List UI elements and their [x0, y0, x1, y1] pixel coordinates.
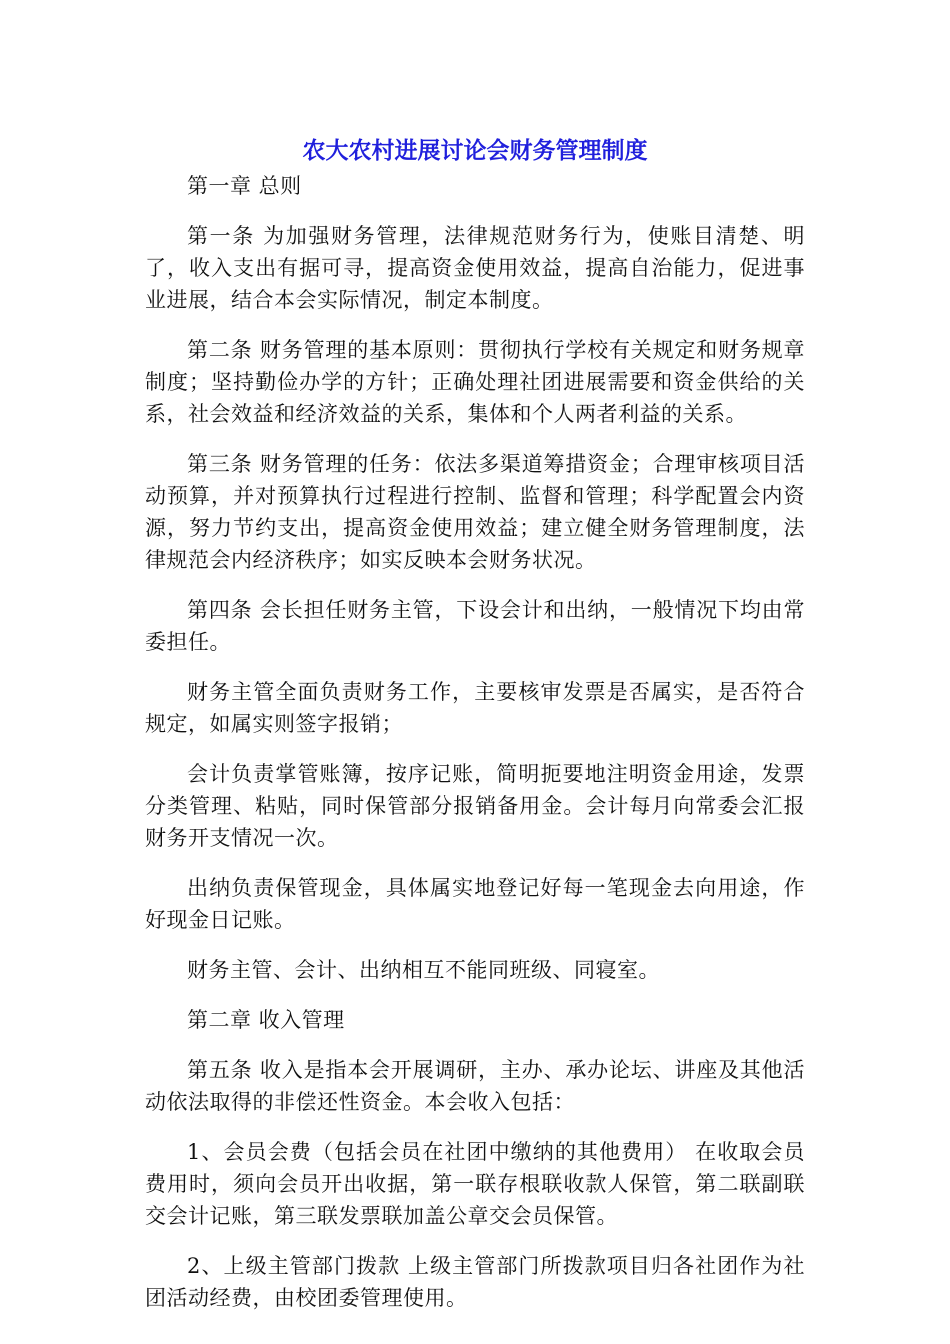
document-body [145, 170, 805, 1314]
body-paragraph: 财务主管、会计、出纳相互不能同班级、同寝室。 [187, 958, 660, 982]
chapter-heading: 第二章 收入管理 [187, 1008, 345, 1032]
article-paragraph: 第四条 会长担任财务主管，下设会计和出纳，一般情况下均由常委担任。 [145, 598, 805, 654]
article-paragraph: 第五条 收入是指本会开展调研，主办、承办论坛、讲座及其他活动依法取得的非偿还性资金。本会收入包括： [145, 1058, 805, 1114]
body-paragraph: 会计负责掌管账簿，按序记账，简明扼要地注明资金用途，发票分类管理、粘贴，同时保管部分报销备用金。会计每月向常委会汇报财务开支情况一次。 [145, 762, 805, 850]
article-paragraph: 第一条 为加强财务管理，法律规范财务行为，使账目清楚、明了，收入支出有据可寻，提高资金使用效益，提高自治能力，促进事业进展，结合本会实际情况，制定本制度。 [145, 224, 805, 312]
chapter-heading: 第一章 总则 [187, 174, 302, 198]
document-title: 农大农村进展讨论会财务管理制度 [302, 138, 648, 164]
article-paragraph: 第三条 财务管理的任务：依法多渠道筹措资金；合理审核项目活动预算，并对预算执行过程进行控制、监督和管理；科学配置会内资源，努力节约支出，提高资金使用效益；建立健全财务管理制度，法律规范会内经济秩序；如实反映本会财务状况。 [145, 452, 805, 572]
list-item-paragraph: 2、上级主管部门拨款 上级主管部门所拨款项目归各社团作为社团活动经费，由校团委管理使用。 [145, 1254, 805, 1310]
body-paragraph: 出纳负责保管现金，具体属实地登记好每一笔现金去向用途，作好现金日记账。 [145, 876, 805, 932]
article-paragraph: 第二条 财务管理的基本原则：贯彻执行学校有关规定和财务规章制度；坚持勤俭办学的方针；正确处理社团进展需要和资金供给的关系，社会效益和经济效益的关系，集体和个人两者利益的关系。 [145, 338, 805, 426]
list-item-paragraph: 1、会员会费（包括会员在社团中缴纳的其他费用） 在收取会员费用时，须向会员开出收据，第一联存根联收款人保管，第二联副联交会计记账，第三联发票联加盖公章交会员保管。 [145, 1140, 805, 1228]
body-paragraph: 财务主管全面负责财务工作，主要核审发票是否属实，是否符合规定，如属实则签字报销； [145, 680, 805, 736]
